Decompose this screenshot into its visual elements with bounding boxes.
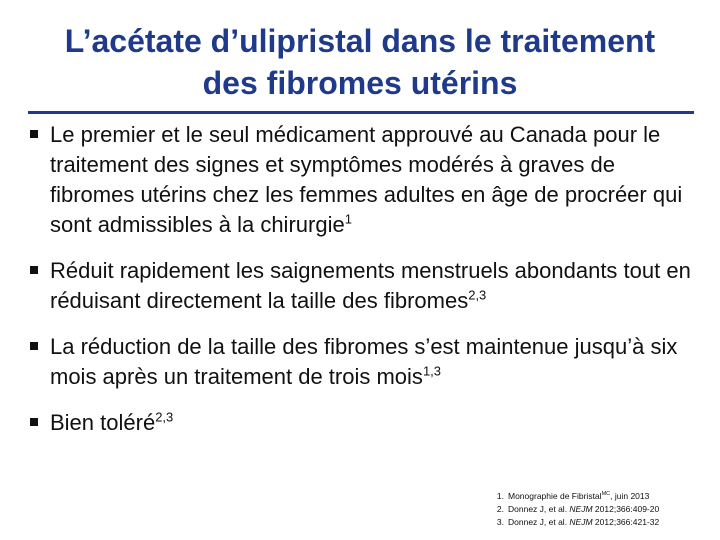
bullet-text: Le premier et le seul médicament approuvé au Canada pour le traitement des signes et symptômes modérés à graves de fibromes utérins chez les femmes adultes en âge de procréer qui sont admissibles à la chirurgie (50, 122, 683, 237)
square-bullet-icon (30, 266, 38, 274)
bullet-item (30, 120, 695, 240)
reference-item (486, 488, 696, 503)
reference-number: 1. (496, 490, 504, 501)
reference-journal: NEJM (569, 503, 593, 514)
reference-date: , juin 2013 (610, 490, 650, 501)
bullet-item (30, 256, 695, 316)
slide-title (20, 20, 700, 104)
trademark-mark: MC (601, 491, 611, 497)
reference-journal: NEJM (569, 516, 593, 527)
bullet-text: Réduit rapidement les saignements menstruels abondants tout en réduisant directement la taille des fibromes (50, 258, 691, 313)
reference-number: 3. (496, 516, 504, 527)
reference-authors: Donnez J, et al. (508, 516, 570, 527)
reference-authors: Donnez J, et al. (508, 503, 570, 514)
title-line-1: L’acétate d’ulipristal dans le traitement (64, 23, 656, 59)
bullet-citation: 2,3 (155, 409, 174, 425)
bullet-citation: 1 (344, 211, 352, 227)
reference-item (486, 516, 696, 529)
bullet-text: Bien toléré (50, 410, 156, 435)
square-bullet-icon (30, 342, 38, 350)
title-line-2: des fibromes utérins (202, 65, 518, 101)
references-list (486, 488, 696, 529)
bullet-list (30, 120, 695, 454)
reference-number: 2. (496, 503, 504, 514)
square-bullet-icon (30, 130, 38, 138)
bullet-text: La réduction de la taille des fibromes s’est maintenue jusqu’à six mois après un traitement de trois mois (50, 334, 678, 389)
bullet-citation: 1,3 (422, 363, 442, 379)
bullet-citation: 2,3 (468, 287, 487, 303)
reference-citation: 2012;366:421-32 (592, 516, 660, 527)
title-divider (28, 111, 694, 114)
reference-item (486, 503, 696, 516)
bullet-item (30, 408, 695, 438)
square-bullet-icon (30, 418, 38, 426)
bullet-item (30, 332, 695, 392)
reference-citation: 2012;366:409-20 (592, 503, 660, 514)
reference-text: Monographie de Fibristal (508, 490, 602, 501)
